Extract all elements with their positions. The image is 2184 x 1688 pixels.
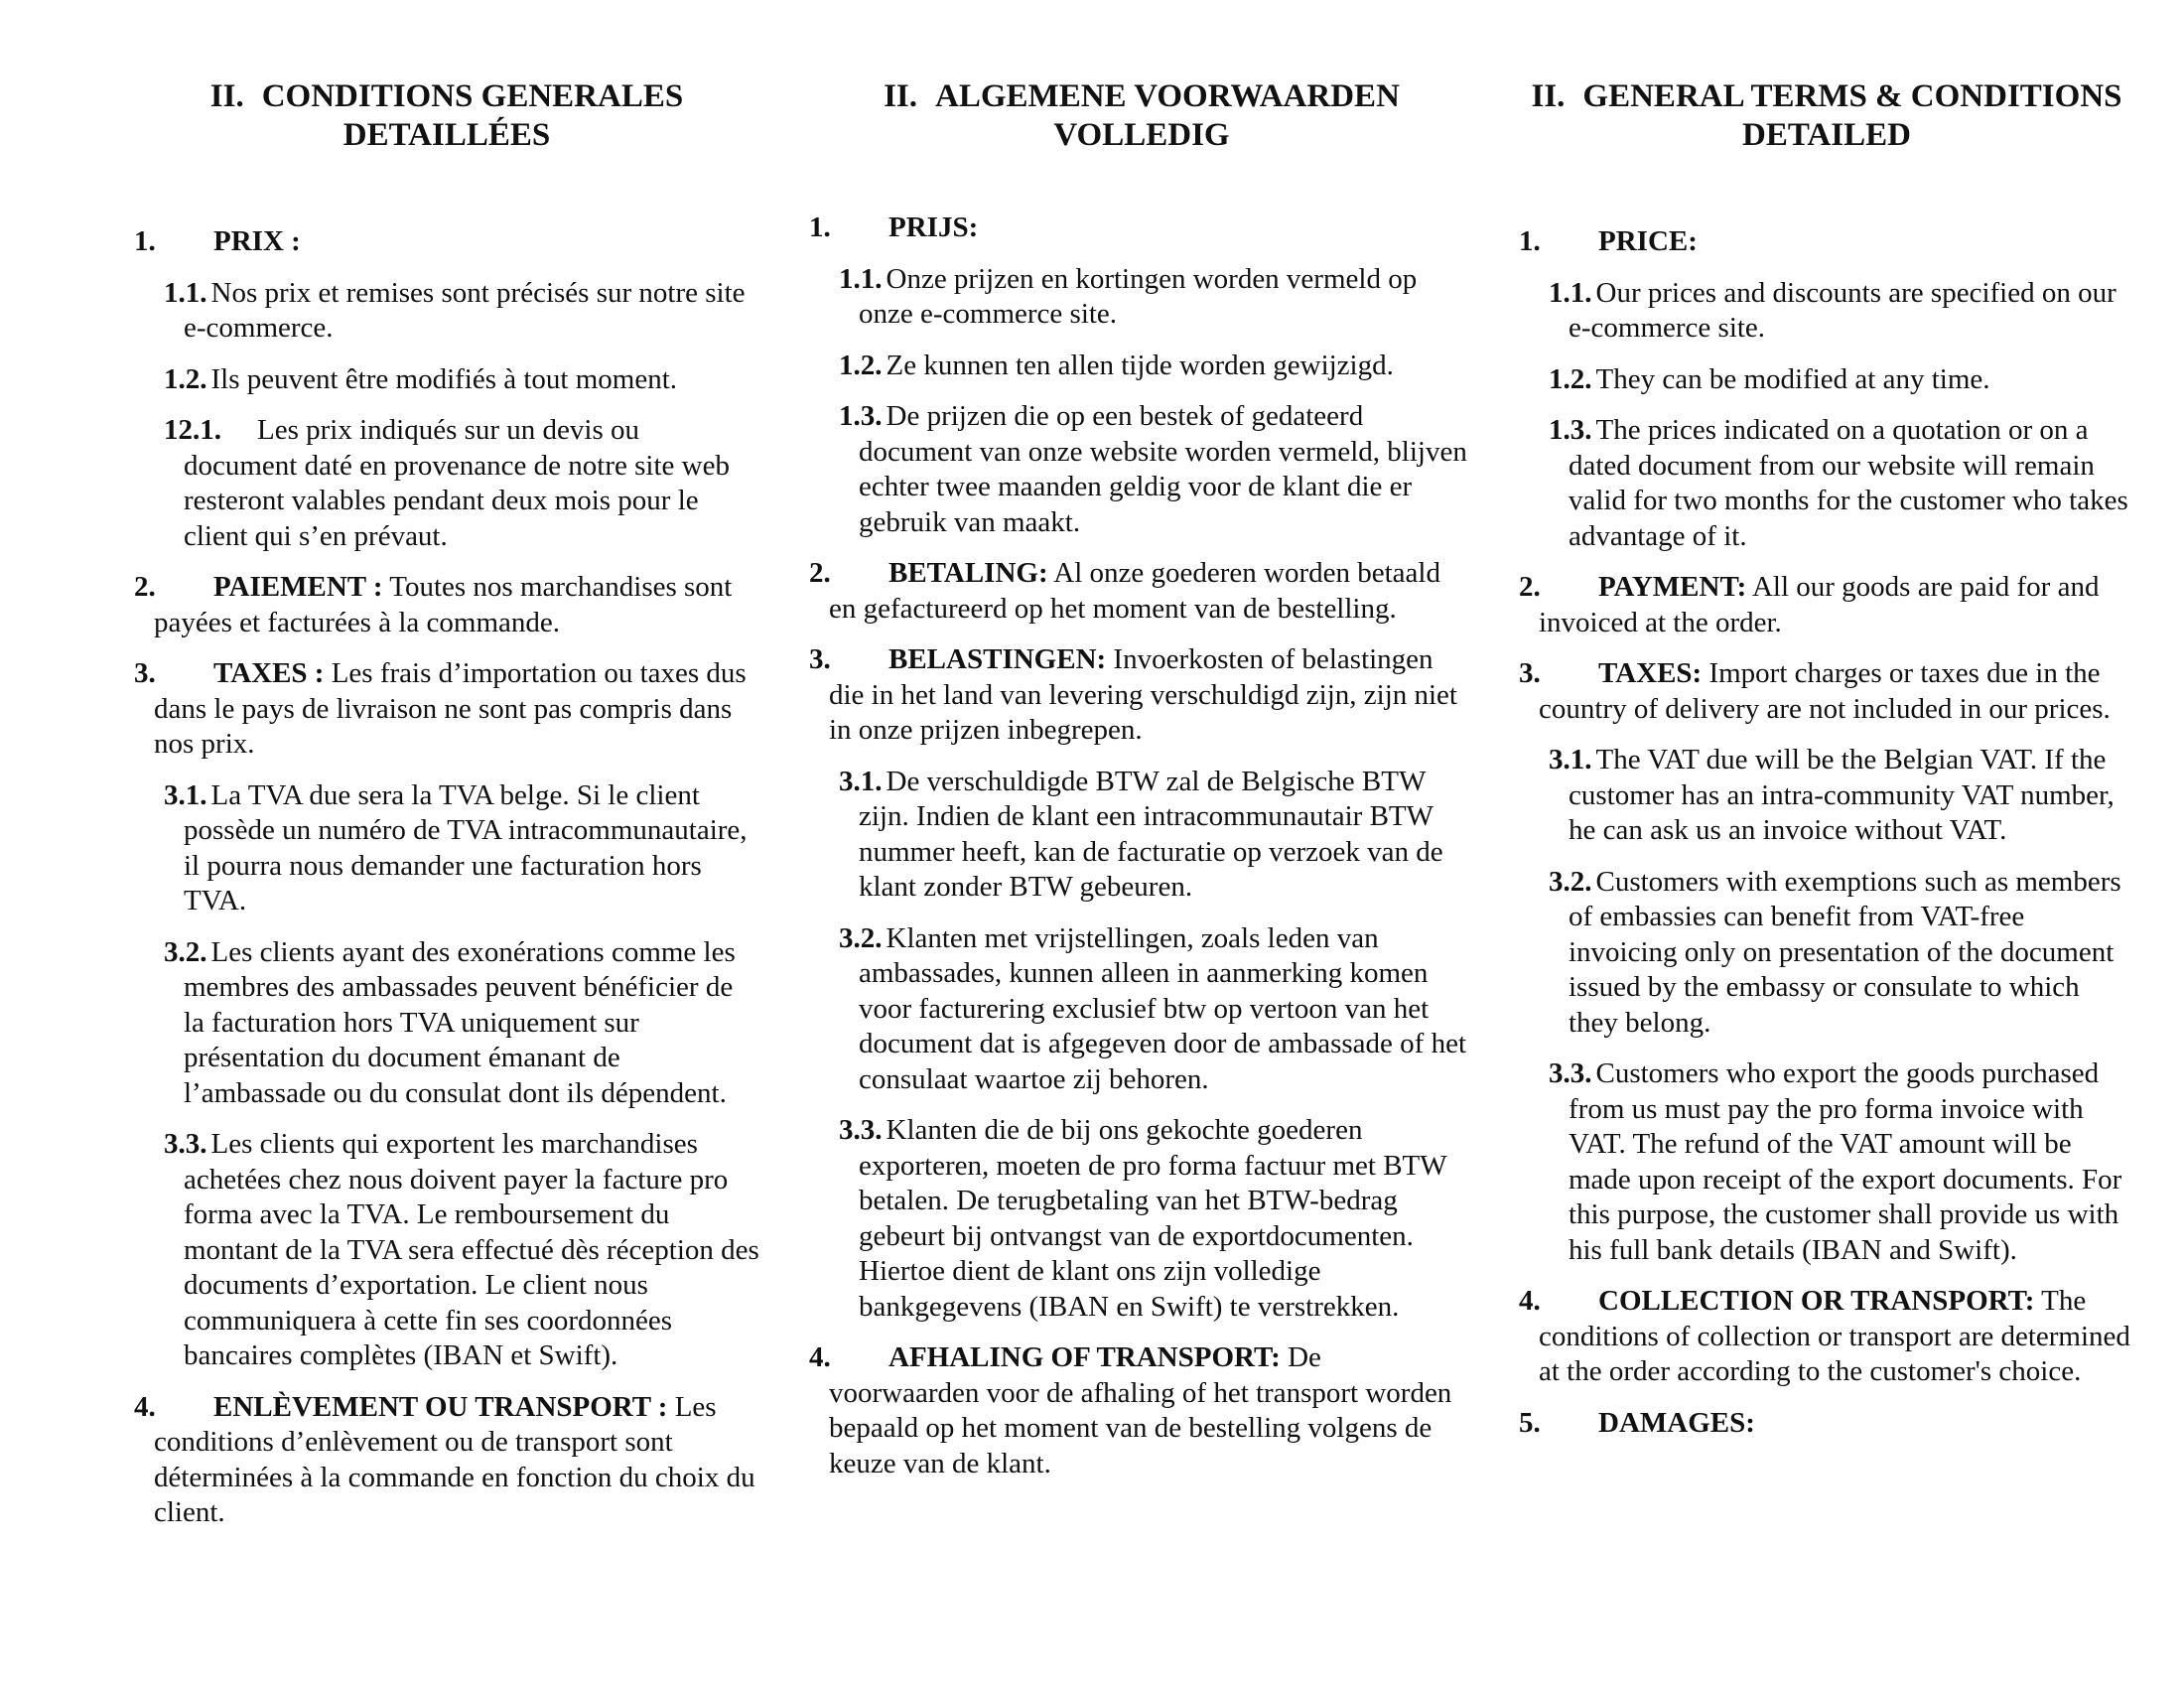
clause-text: The VAT due will be the Belgian VAT. If the customer has an intra-community VAT number, he can ask us an invoice without VAT. bbox=[1569, 744, 2115, 846]
section-number: 5. bbox=[1519, 1406, 1541, 1439]
section-4 bbox=[134, 1390, 759, 1531]
clause-text: Les prix indiqués sur un devis ou document daté en provenance de notre site web resteront valables pendant deux mois pour le client qui s’en prévaut. bbox=[184, 414, 730, 552]
clause-3-1 bbox=[1549, 743, 2134, 849]
column-body bbox=[809, 211, 1474, 1497]
clause-text: They can be modified at any time. bbox=[1595, 362, 1990, 395]
section-heading: DAMAGES: bbox=[1598, 1406, 1755, 1439]
section-number: 2. bbox=[134, 571, 156, 603]
clause-text: Customers with exemptions such as members of embassies can benefit from VAT-free invoicing only on presentation of the document issued by the embassy or consulate to which they belong. bbox=[1569, 865, 2121, 1039]
clause-1-3 bbox=[1549, 413, 2134, 554]
clause-text: Nos prix et remises sont précisés sur notre site e-commerce. bbox=[184, 276, 746, 344]
clause-text: The prices indicated on a quotation or on a dated document from our website will remain valid for two months for the customer who takes advantage of it. bbox=[1569, 414, 2128, 552]
column-body bbox=[134, 224, 759, 1547]
section-heading: BETALING: bbox=[888, 557, 1048, 589]
clause-3-1 bbox=[164, 778, 759, 919]
section-heading: AFHALING OF TRANSPORT: bbox=[888, 1341, 1281, 1373]
clause-number: 12.1. bbox=[164, 414, 221, 446]
clause-3-2 bbox=[1549, 865, 2134, 1042]
column-title bbox=[809, 77, 1474, 155]
clause-number: 1.3. bbox=[839, 400, 883, 432]
clause-number: 3.3. bbox=[839, 1114, 883, 1146]
title-line-2: DETAILED bbox=[1742, 117, 1911, 153]
clause-3-3 bbox=[1549, 1056, 2134, 1268]
section-heading: PRIX : bbox=[213, 225, 301, 257]
title-number: II. bbox=[209, 78, 244, 114]
section-text: All our goods are paid for and invoiced at the order. bbox=[1539, 571, 2100, 638]
clause-number: 3.3. bbox=[164, 1128, 207, 1160]
section-2 bbox=[1519, 570, 2134, 640]
clause-number: 3.2. bbox=[164, 935, 207, 968]
clause-number: 3.2. bbox=[839, 921, 883, 954]
clause-number: 1.3. bbox=[1549, 414, 1592, 446]
section-number: 3. bbox=[809, 643, 831, 675]
section-text: De voorwaarden voor de afhaling of het transport worden bepaald op het moment van de bestelling volgens de keuze van de klant. bbox=[829, 1341, 1452, 1479]
section-3 bbox=[134, 656, 759, 763]
section-text: Les frais d’importation ou taxes dus dans le pays de livraison ne sont pas compris dans nos prix. bbox=[154, 657, 747, 760]
clause-1-1 bbox=[164, 276, 759, 347]
clause-text: Customers who export the goods purchased from us must pay the pro forma invoice with VAT. The refund of the VAT amount will be made upon receipt of the export documents. For this purpose, the customer shall provide us with his full bank details (IBAN and Swift). bbox=[1569, 1057, 2122, 1266]
clause-text: Ze kunnen ten allen tijde worden gewijzigd. bbox=[886, 349, 1394, 381]
clause-number: 3.1. bbox=[1549, 744, 1592, 775]
section-text: Toutes nos marchandises sont payées et facturées à la commande. bbox=[154, 571, 733, 638]
title-line-1: ALGEMENE VOORWAARDEN bbox=[935, 78, 1400, 114]
section-heading: TAXES: bbox=[1598, 657, 1703, 689]
section-3 bbox=[809, 642, 1474, 749]
title-number: II. bbox=[1531, 78, 1566, 114]
title-number: II. bbox=[884, 78, 918, 114]
clause-1-1 bbox=[839, 262, 1474, 333]
section-1 bbox=[1519, 224, 2134, 260]
clause-text: La TVA due sera la TVA belge. Si le client possède un numéro de TVA intracommunautaire, il pourra nous demander une facturation hors TVA. bbox=[184, 778, 748, 916]
section-heading: COLLECTION OR TRANSPORT: bbox=[1598, 1285, 2035, 1317]
section-text: Les conditions d’enlèvement ou de transport sont déterminées à la commande en fonction du choix du client. bbox=[154, 1390, 755, 1528]
column-body bbox=[1519, 224, 2134, 1457]
section-number: 4. bbox=[1519, 1285, 1541, 1317]
section-4 bbox=[809, 1340, 1474, 1481]
title-line-2: VOLLEDIG bbox=[1053, 117, 1230, 153]
section-heading: PRICE: bbox=[1598, 225, 1698, 257]
clause-number: 3.3. bbox=[1549, 1057, 1592, 1089]
section-heading: BELASTINGEN: bbox=[888, 643, 1107, 675]
section-number: 1. bbox=[1519, 225, 1541, 257]
clause-text: Ils peuvent être modifiés à tout moment. bbox=[210, 362, 678, 395]
section-number: 1. bbox=[809, 211, 831, 243]
section-number: 2. bbox=[809, 557, 831, 589]
clause-text: Les clients qui exportent les marchandises achetées chez nous doivent payer la facture pro forma avec la TVA. Le remboursement du montant de la TVA sera effectué dès réception des documents d’exportation. Le client nous communiquera à cette fin ses coordonnées bancaires complètes (IBAN et Swift). bbox=[184, 1128, 759, 1371]
clause-1-2 bbox=[1549, 362, 2134, 398]
section-text: Invoerkosten of belastingen die in het land van levering verschuldigd zijn, zijn niet in onze prijzen inbegrepen. bbox=[829, 643, 1457, 746]
clause-1-3 bbox=[164, 413, 759, 554]
clause-number: 3.1. bbox=[839, 765, 883, 797]
clause-number: 1.2. bbox=[164, 362, 207, 395]
clause-text: Klanten die de bij ons gekochte goederen exporteren, moeten de pro forma factuur met BTW betalen. De terugbetaling van het BTW-bedrag gebeurt bij ontvangst van de exportdocumenten. Hiertoe dient de klant ons zijn volledige bankgegevens (IBAN en Swift) te verstrekken. bbox=[859, 1114, 1447, 1323]
section-number: 4. bbox=[809, 1341, 831, 1373]
clause-number: 3.1. bbox=[164, 778, 207, 811]
column-title bbox=[1519, 77, 2134, 155]
section-number: 4. bbox=[134, 1390, 156, 1423]
clause-text: De prijzen die op een bestek of gedateerd document van onze website worden vermeld, blijven echter twee maanden geldig voor de klant die er gebruik van maakt. bbox=[859, 400, 1467, 538]
clause-1-2 bbox=[164, 362, 759, 398]
clause-3-1 bbox=[839, 765, 1474, 906]
section-number: 3. bbox=[1519, 657, 1541, 689]
section-text: The conditions of collection or transport are determined at the order according to the customer's choice. bbox=[1539, 1285, 2130, 1387]
clause-number: 1.2. bbox=[839, 349, 883, 381]
clause-number: 3.2. bbox=[1549, 865, 1592, 898]
title-line-1: CONDITIONS GENERALES bbox=[261, 78, 684, 114]
title-line-2: DETAILLÉES bbox=[342, 117, 551, 153]
clause-text: Our prices and discounts are specified on our e-commerce site. bbox=[1569, 276, 2116, 344]
clause-1-2 bbox=[839, 349, 1474, 384]
section-5 bbox=[1519, 1406, 2134, 1442]
section-number: 3. bbox=[134, 657, 156, 689]
clause-1-3 bbox=[839, 399, 1474, 540]
clause-3-2 bbox=[839, 921, 1474, 1098]
section-2 bbox=[809, 556, 1474, 627]
section-1 bbox=[134, 224, 759, 260]
section-heading: ENLÈVEMENT OU TRANSPORT : bbox=[213, 1390, 668, 1423]
section-heading: PRIJS: bbox=[888, 211, 979, 243]
section-text: Import charges or taxes due in the country of delivery are not included in our prices. bbox=[1539, 657, 2111, 725]
section-number: 2. bbox=[1519, 571, 1541, 603]
clause-1-1 bbox=[1549, 276, 2134, 347]
clause-text: De verschuldigde BTW zal de Belgische BTW zijn. Indien de klant een intracommunautair BTW nummer heeft, kan de facturatie op verzoek van de klant zonder BTW gebeuren. bbox=[859, 765, 1443, 903]
title-line-1: GENERAL TERMS & CONDITIONS bbox=[1582, 78, 2122, 114]
clause-3-3 bbox=[164, 1127, 759, 1374]
clause-text: Les clients ayant des exonérations comme les membres des ambassades peuvent bénéficier de la facturation hors TVA uniquement sur présentation du document émanant de l’ambassade ou du consulat dont ils dépendent. bbox=[184, 935, 736, 1109]
clause-3-2 bbox=[164, 935, 759, 1112]
section-number: 1. bbox=[134, 225, 156, 257]
section-heading: PAIEMENT : bbox=[213, 571, 383, 603]
clause-text: Klanten met vrijstellingen, zoals leden van ambassades, kunnen alleen in aanmerking komen voor facturering exclusief btw op vertoon van het document dat is afgegeven door de ambassade of het consulaat waartoe zij behoren. bbox=[859, 921, 1467, 1095]
section-heading: TAXES : bbox=[213, 657, 325, 689]
section-text: Al onze goederen worden betaald en gefactureerd op het moment van de bestelling. bbox=[829, 557, 1440, 625]
clause-number: 1.1. bbox=[839, 262, 883, 295]
section-3 bbox=[1519, 656, 2134, 727]
section-1 bbox=[809, 211, 1474, 246]
clause-3-3 bbox=[839, 1113, 1474, 1325]
section-heading: PAYMENT: bbox=[1598, 571, 1747, 603]
clause-number: 1.1. bbox=[164, 276, 207, 309]
clause-text: Onze prijzen en kortingen worden vermeld op onze e-commerce site. bbox=[859, 262, 1418, 330]
section-2 bbox=[134, 570, 759, 640]
clause-number: 1.1. bbox=[1549, 276, 1592, 309]
section-4 bbox=[1519, 1284, 2134, 1390]
clause-number: 1.2. bbox=[1549, 362, 1592, 395]
column-title bbox=[134, 77, 759, 155]
